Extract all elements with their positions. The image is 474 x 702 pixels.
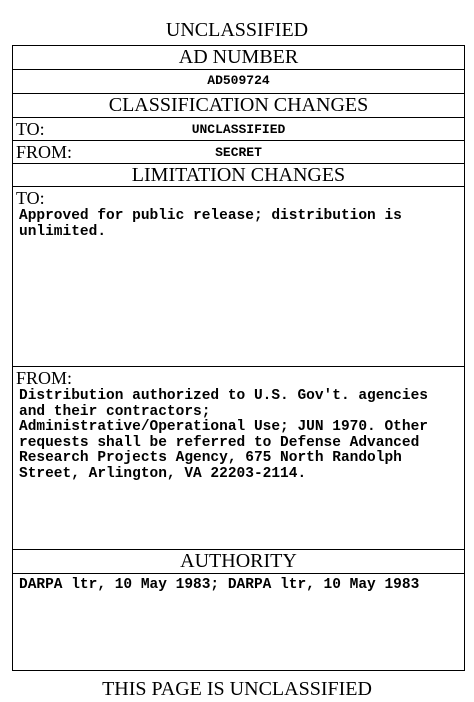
classification-from-label: FROM: xyxy=(16,142,73,162)
limitation-from-text: Distribution authorized to U.S. Gov't. agencies and their contractors; Administrative/Operational Use; JUN 1970. Other requests shall be referred to Defense Advanced Research Projects Agency, 675 North Randolph Street, Arlington, VA 22203-2114. xyxy=(19,388,428,482)
classification-to-label: TO: xyxy=(16,119,45,139)
limitation-to-box xyxy=(13,187,464,367)
ad-number-header-row xyxy=(13,46,464,70)
top-classification-banner: UNCLASSIFIED xyxy=(165,19,309,41)
ad-number-value-row xyxy=(13,70,464,94)
classification-changes-header-row xyxy=(13,94,464,118)
ad-number-form xyxy=(12,45,465,671)
limitation-from-box xyxy=(13,367,464,550)
authority-text: DARPA ltr, 10 May 1983; DARPA ltr, 10 May 1983 xyxy=(19,577,420,593)
ad-number-header: AD NUMBER xyxy=(178,46,299,68)
bottom-classification-banner: THIS PAGE IS UNCLASSIFIED xyxy=(102,678,372,700)
classification-from-row xyxy=(13,141,464,164)
ad-number-value: AD509724 xyxy=(207,73,270,88)
limitation-changes-header: LIMITATION CHANGES xyxy=(131,164,346,186)
classification-to-value: UNCLASSIFIED xyxy=(191,122,286,137)
authority-header-row xyxy=(13,550,464,574)
limitation-changes-header-row xyxy=(13,164,464,187)
limitation-to-label: TO: xyxy=(16,188,45,208)
classification-from-value: SECRET xyxy=(215,145,262,160)
classification-changes-header: CLASSIFICATION CHANGES xyxy=(108,94,369,116)
limitation-from-label: FROM: xyxy=(16,368,73,388)
authority-header: AUTHORITY xyxy=(180,550,297,572)
limitation-to-text: Approved for public release; distribution is unlimited. xyxy=(19,208,402,240)
classification-to-row xyxy=(13,118,464,141)
authority-box xyxy=(13,574,464,670)
